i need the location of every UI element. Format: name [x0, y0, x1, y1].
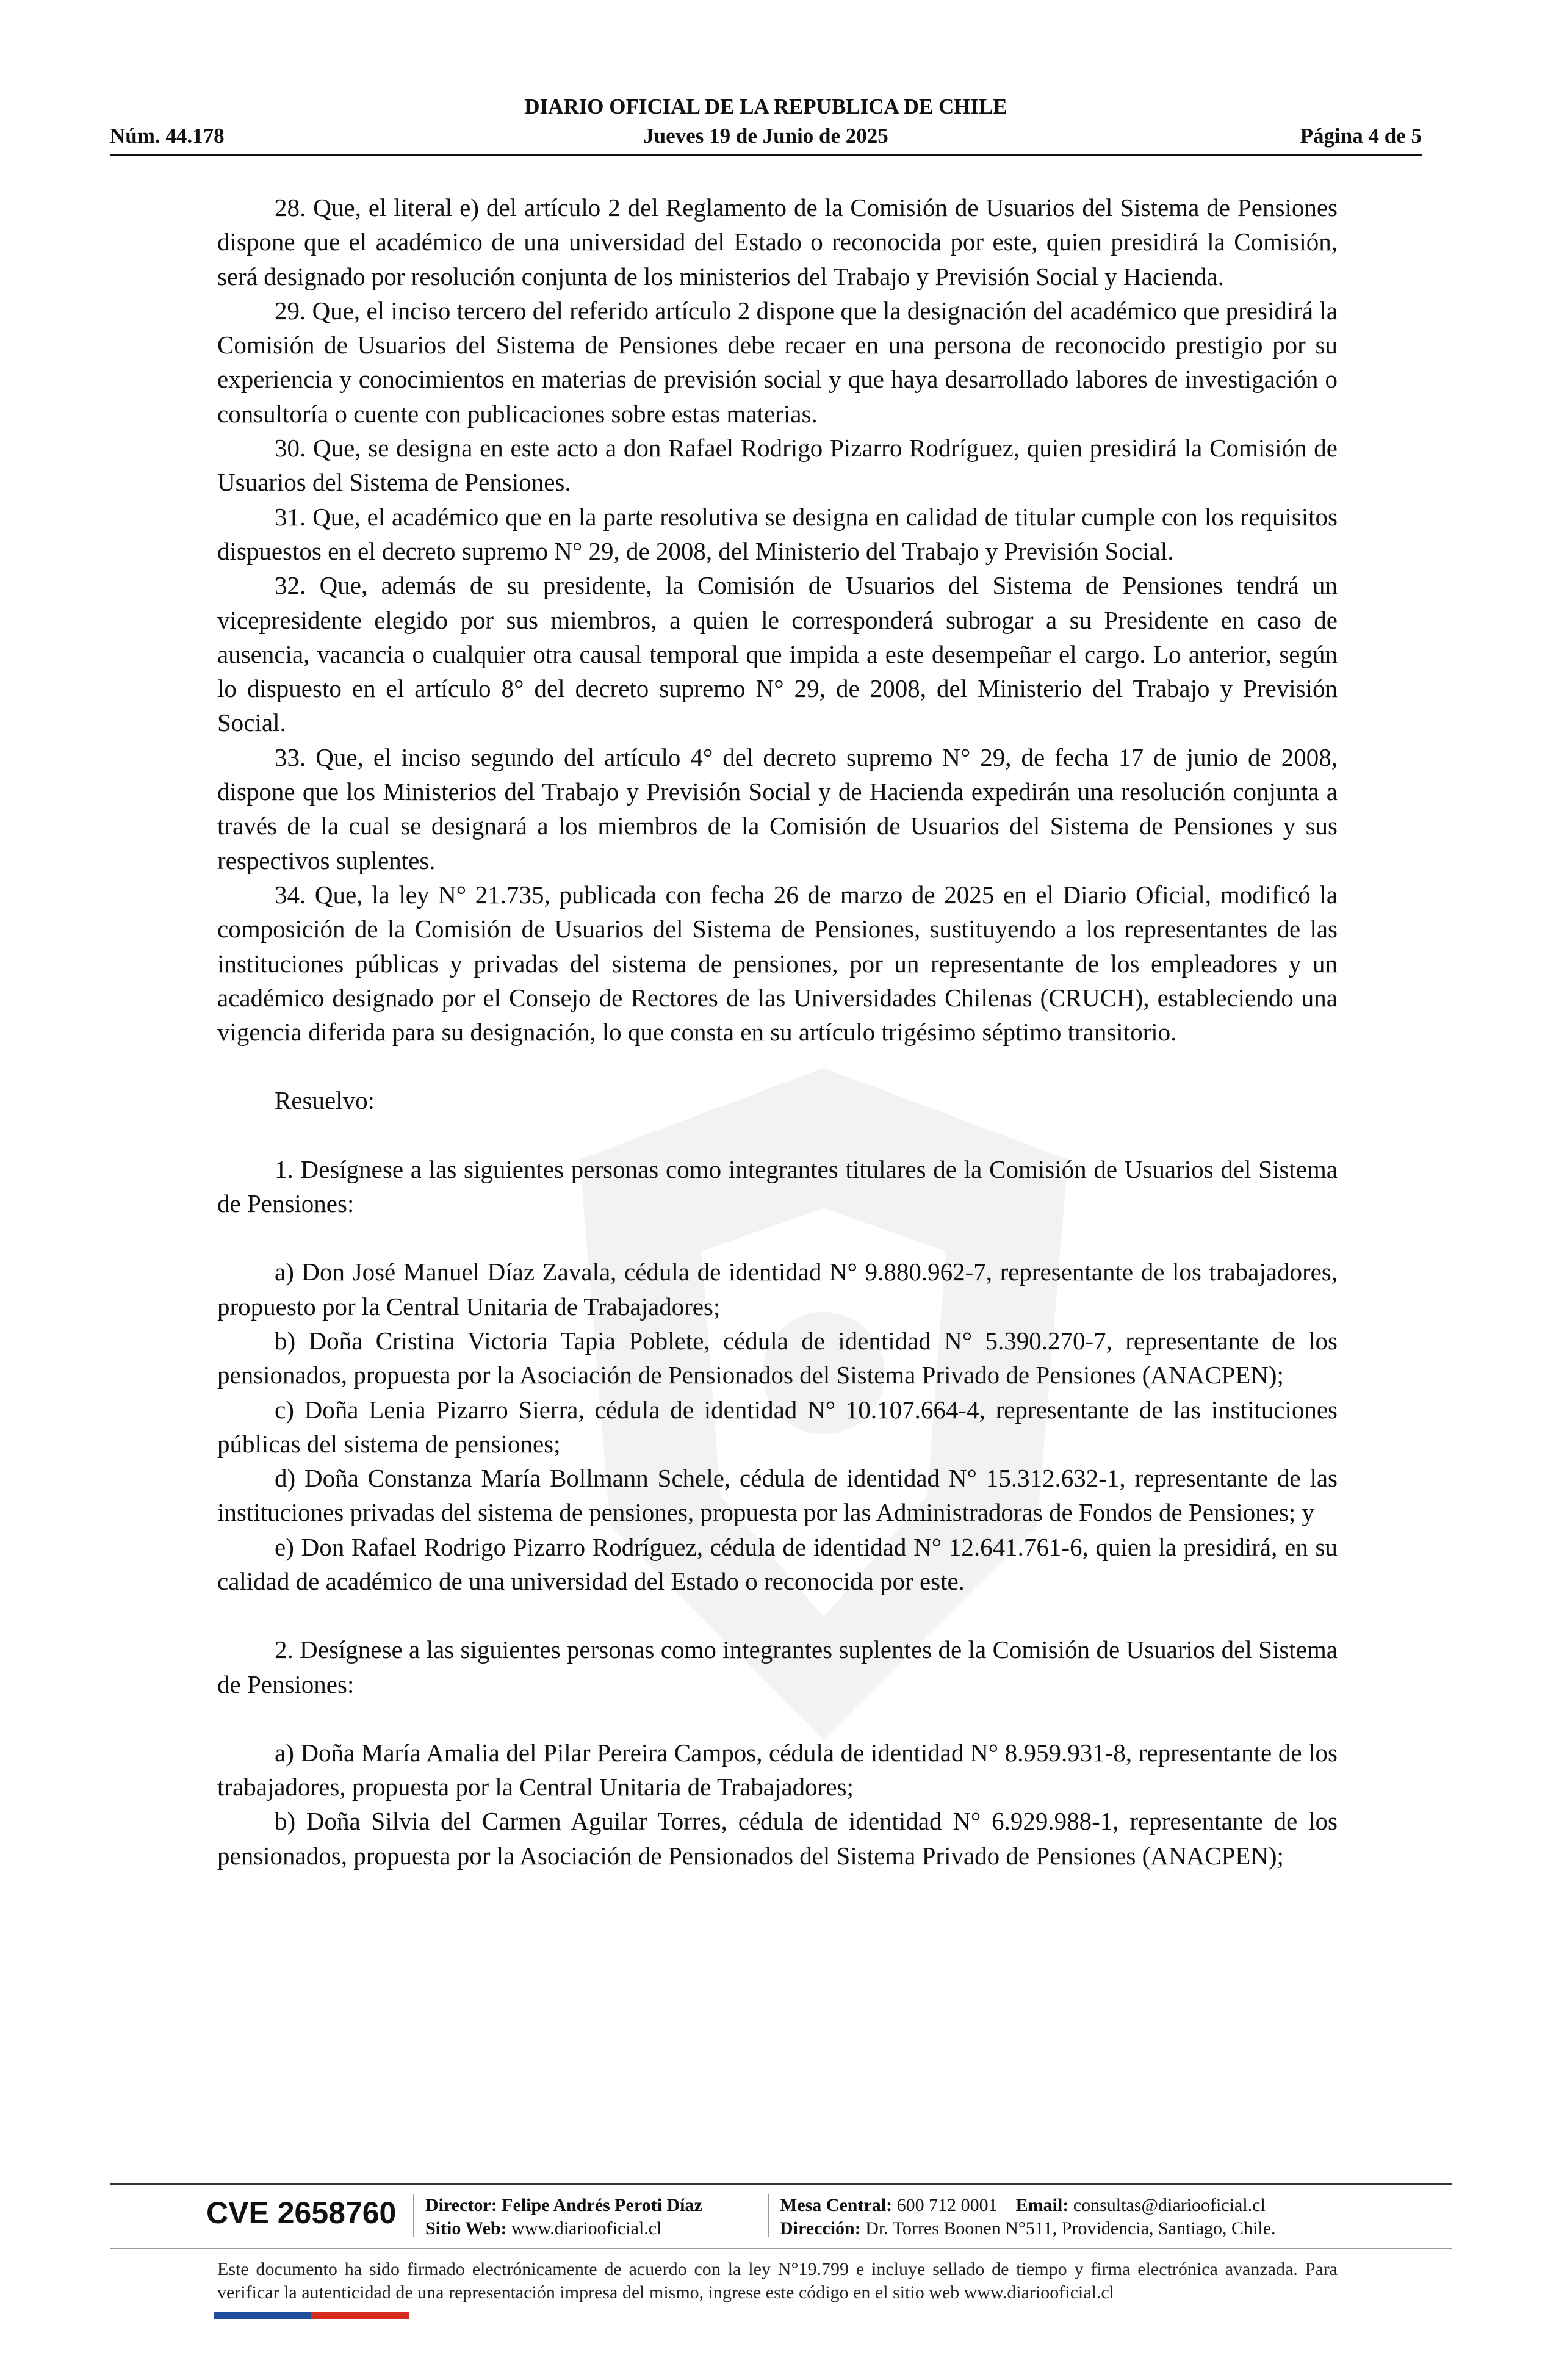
header-divider [110, 154, 1422, 156]
director-label: Director: [425, 2195, 497, 2215]
footer-director-block [425, 2194, 702, 2240]
section-2-item-b: b) Doña Silvia del Carmen Aguilar Torres, cédula de identidad N° 6.929.988-1, representante de los pensionados, propuesta por la Asociación de Pensionados del Sistema Privado de Pensiones (ANACPEN); [217, 1807, 1338, 1870]
paragraph-31: 31. Que, el académico que en la parte resolutiva se designa en calidad de titular cumple con los requisitos dispuestos en el decreto supremo N° 29, de 2008, del Ministerio del Trabajo y Previsión Social. [217, 502, 1338, 565]
page-number: Página 4 de 5 [1300, 124, 1422, 148]
publication-title: DIARIO OFICIAL DE LA REPUBLICA DE CHILE [524, 95, 1007, 118]
flag-stripe-blue [214, 2312, 311, 2319]
section-1-item-d: d) Doña Constanza María Bollmann Schele, cédula de identidad N° 15.312.632-1, representante de las instituciones privadas del sistema de pensiones, propuesta por las Administradoras de Fondos de Pensiones; y [217, 1464, 1338, 1527]
paragraph-33: 33. Que, el inciso segundo del artículo 4° del decreto supremo N° 29, de fecha 17 de junio de 2008, dispone que los Ministerios del Trabajo y Previsión Social y de Hacienda expedirán una resolución conjunta a través de la cual se designará a los miembros de la Comisión de Usuarios del Sistema de Pensiones y sus respectivos suplentes. [217, 743, 1338, 874]
website-label: Sitio Web: [425, 2218, 507, 2238]
address-value: Dr. Torres Boonen N°511, Providencia, Santiago, Chile. [865, 2218, 1276, 2238]
paragraph-30: 30. Que, se designa en este acto a don Rafael Rodrigo Pizarro Rodríguez, quien presidirá la Comisión de Usuarios del Sistema de Pensiones. [217, 434, 1338, 497]
document-body [217, 190, 1338, 1873]
paragraph-29: 29. Que, el inciso tercero del referido artículo 2 dispone que la designación del académico que presidirá la Comisión de Usuarios del Sistema de Pensiones debe recaer en una persona de reconocido prestigio por su experiencia y conocimientos en materias de previsión social y que haya desarrollado labores de investigación o consultoría o cuente con publicaciones sobre estas materias. [217, 296, 1338, 428]
email-link[interactable]: consultas@diariooficial.cl [1073, 2195, 1266, 2215]
issue-date: Jueves 19 de Junio de 2025 [643, 124, 888, 148]
issue-number: Núm. 44.178 [110, 124, 225, 148]
resuelvo-heading: Resuelvo: [275, 1086, 375, 1115]
email-label: Email: [1015, 2195, 1069, 2215]
website-link[interactable]: www.diariooficial.cl [511, 2218, 662, 2238]
section-1-item-e: e) Don Rafael Rodrigo Pizarro Rodríguez, cédula de identidad N° 12.641.761-6, quien la presidirá, en su calidad de académico de una universidad del Estado o reconocida por este. [217, 1532, 1338, 1595]
section-1-item-c: c) Doña Lenia Pizarro Sierra, cédula de identidad N° 10.107.664-4, representante de las instituciones públicas del sistema de pensiones; [217, 1395, 1338, 1458]
paragraph-34: 34. Que, la ley N° 21.735, publicada con fecha 26 de marzo de 2025 en el Diario Oficial, modificó la composición de la Comisión de Usuarios del Sistema de Pensiones, sustituyendo a los representantes de las instituciones públicas y privadas del sistema de pensiones, por un representante de los empleadores y un académico designado por el Consejo de Rectores de las Universidades Chilenas (CRUCH), estableciendo una vigencia diferida para su designación, lo que consta en su artículo trigésimo séptimo transitorio. [217, 880, 1338, 1047]
footer-divider [110, 2183, 1452, 2185]
footer-contact-block [780, 2194, 1276, 2240]
legal-notice: Este documento ha sido firmado electrónicamente de acuerdo con la ley N°19.799 e incluye sellado de tiempo y firma electrónica avanzada. Para verificar la autenticidad de una representación impresa del mismo, ingrese este código en el sitio web www.diariooficial.cl [217, 2259, 1338, 2302]
director-name: Felipe Andrés Peroti Díaz [502, 2195, 702, 2215]
paragraph-32: 32. Que, además de su presidente, la Comisión de Usuarios del Sistema de Pensiones tendrá un vicepresidente elegido por sus miembros, a quien le corresponderá subrogar a su Presidente en caso de ausencia, vacancia o cualquier otra causal temporal que impida a este desempeñar el cargo. Lo anterior, según lo dispuesto en el artículo 8° del decreto supremo N° 29, de 2008, del Ministerio del Trabajo y Previsión Social. [217, 571, 1338, 737]
section-1-item-a: a) Don José Manuel Díaz Zavala, cédula de identidad N° 9.880.962-7, representante de los trabajadores, propuesto por la Central Unitaria de Trabajadores; [217, 1258, 1338, 1321]
footer-separator [768, 2194, 769, 2237]
section-2-intro: 2. Desígnese a las siguientes personas como integrantes suplentes de la Comisión de Usuarios del Sistema de Pensiones: [217, 1635, 1338, 1698]
mesa-phone: 600 712 0001 [896, 2195, 998, 2215]
cve-code: CVE 2658760 [206, 2196, 397, 2230]
section-1-intro: 1. Desígnese a las siguientes personas como integrantes titulares de la Comisión de Usuarios del Sistema de Pensiones: [217, 1155, 1338, 1218]
footer-separator [413, 2194, 414, 2237]
footer-divider-2 [110, 2248, 1452, 2249]
address-label: Dirección: [780, 2218, 861, 2238]
flag-stripe-red [311, 2312, 409, 2319]
mesa-label: Mesa Central: [780, 2195, 893, 2215]
section-1-item-b: b) Doña Cristina Victoria Tapia Poblete, cédula de identidad N° 5.390.270-7, representante de los pensionados, propuesta por la Asociación de Pensionados del Sistema Privado de Pensiones (ANACPEN); [217, 1326, 1338, 1390]
section-2-item-a: a) Doña María Amalia del Pilar Pereira Campos, cédula de identidad N° 8.959.931-8, representante de los trabajadores, propuesta por la Central Unitaria de Trabajadores; [217, 1738, 1338, 1801]
paragraph-28: 28. Que, el literal e) del artículo 2 del Reglamento de la Comisión de Usuarios del Sistema de Pensiones dispone que el académico de una universidad del Estado o reconocida por este, quien presidirá la Comisión, será designado por resolución conjunta de los ministerios del Trabajo y Previsión Social y Hacienda. [217, 193, 1338, 290]
